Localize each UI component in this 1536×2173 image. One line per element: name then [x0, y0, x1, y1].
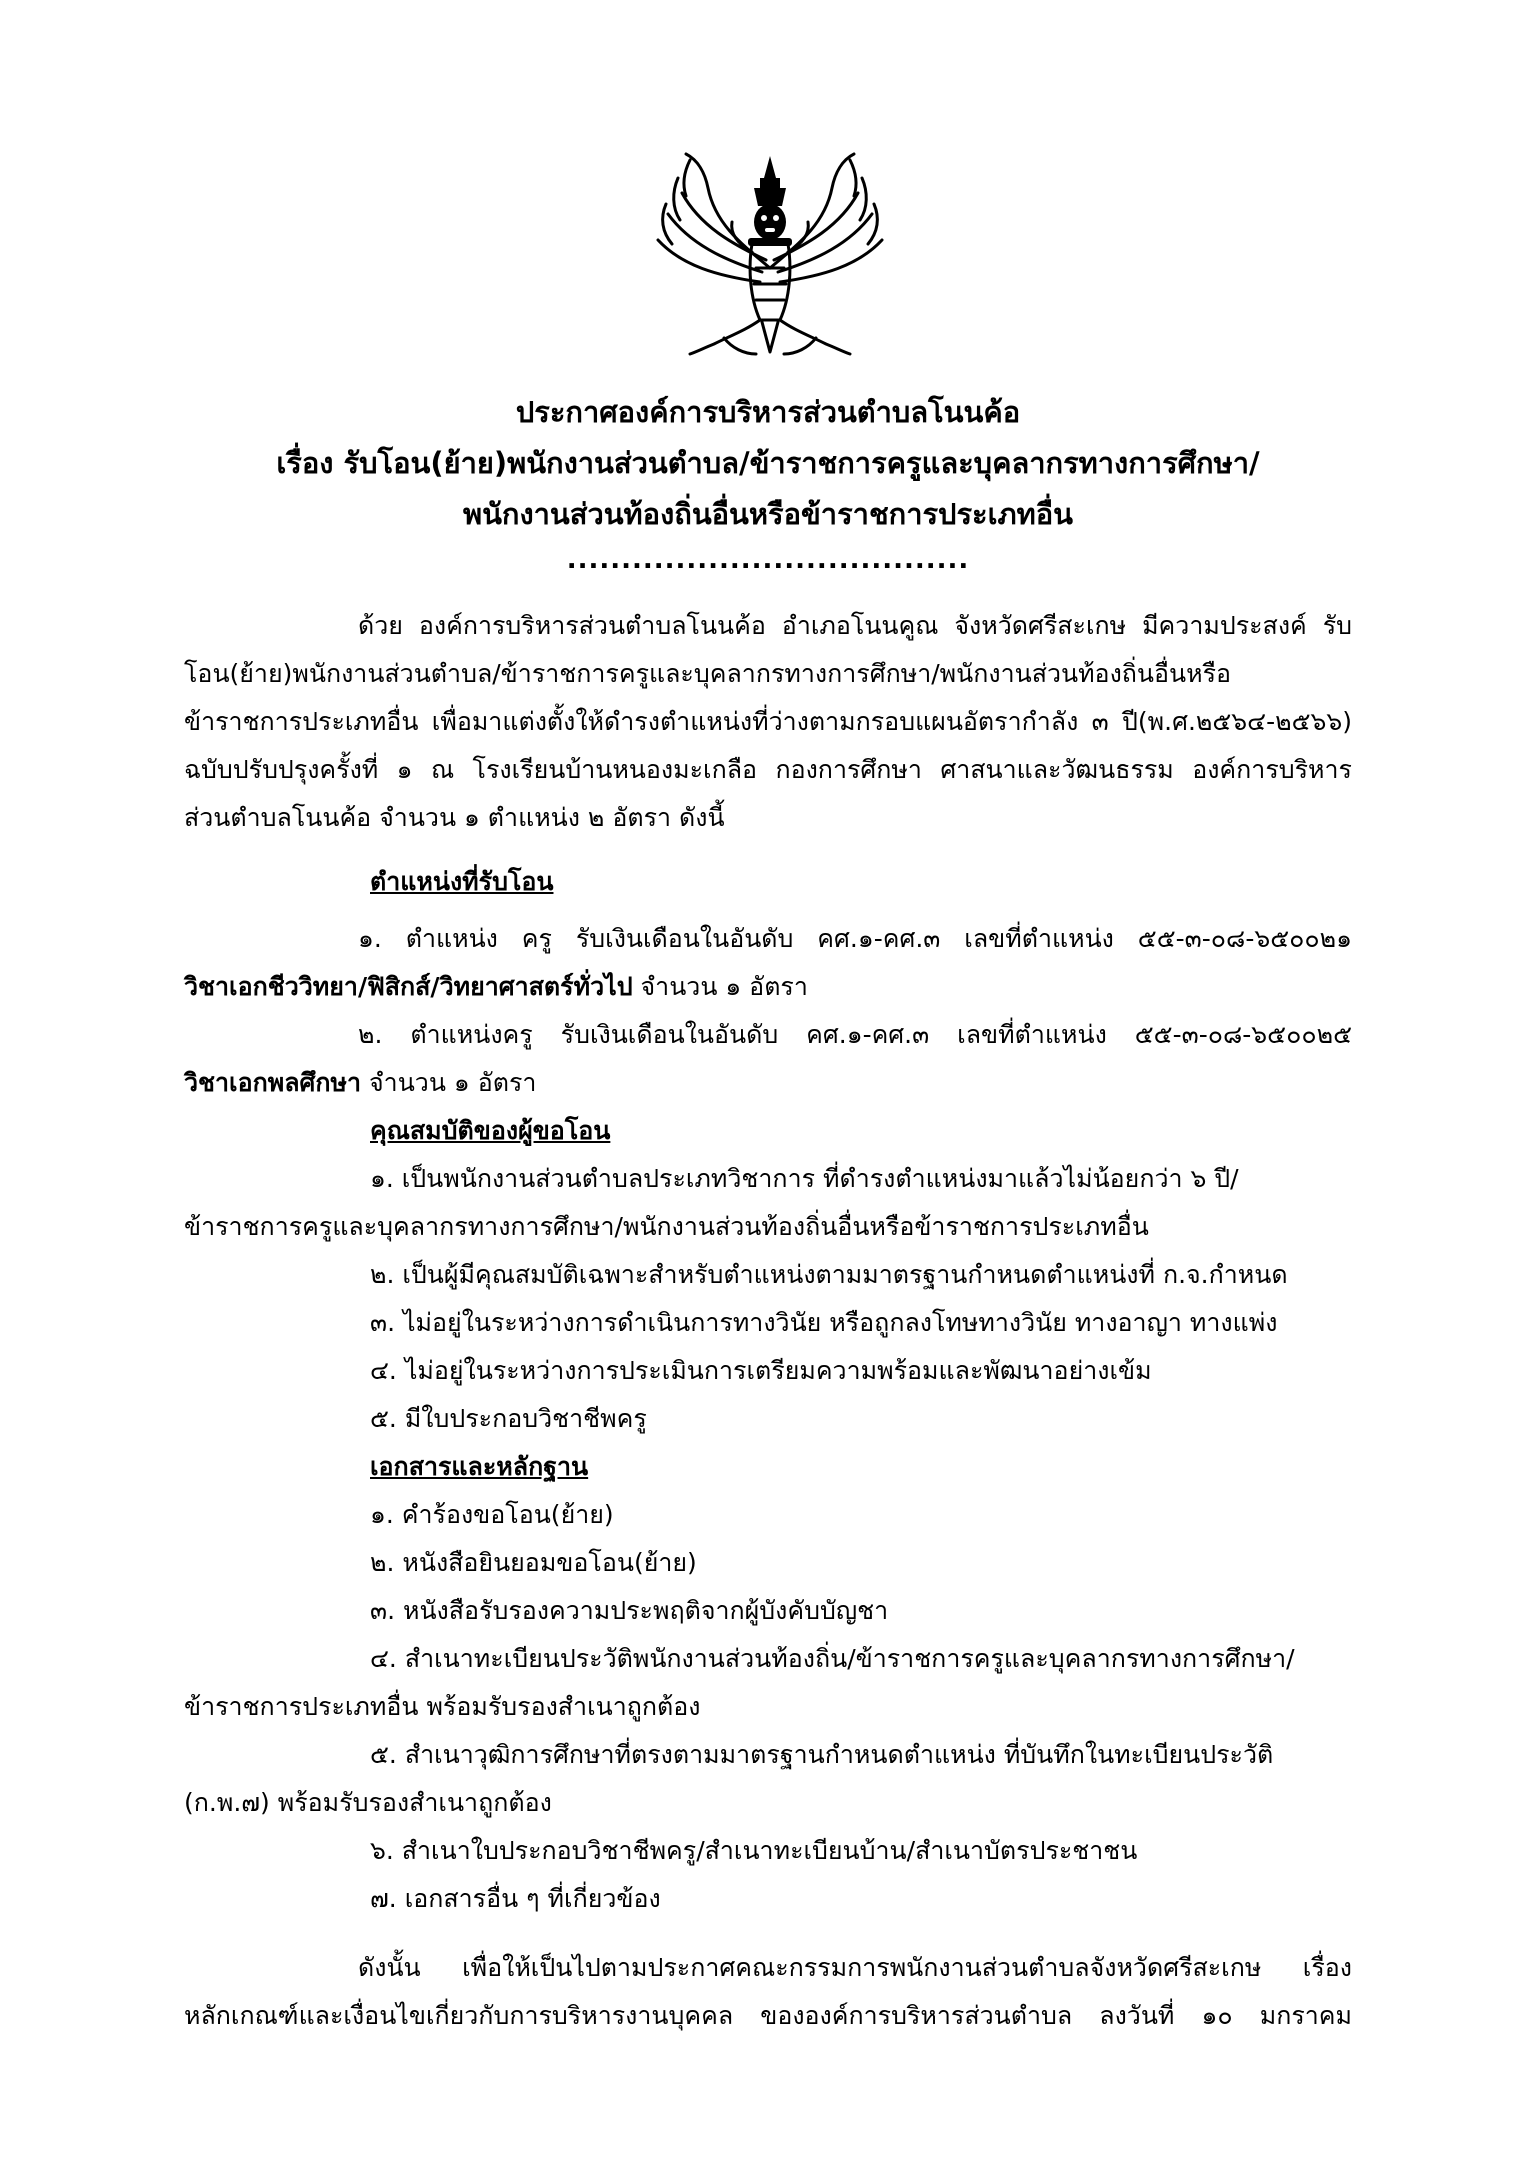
- positions-heading: ตำแหน่งที่รับโอน: [370, 867, 554, 896]
- intro-line-1: ด้วย องค์การบริหารส่วนตำบลโนนค้อ อำเภอโนนคูณ จังหวัดศรีสะเกษ มีความประสงค์ รับ: [358, 611, 1352, 640]
- documents-heading: เอกสารและหลักฐาน: [370, 1452, 589, 1481]
- position-2-line: ๒. ตำแหน่งครู รับเงินเดือนในอันดับ คศ.๑-คศ.๓ เลขที่ตำแหน่ง ๕๕-๓-๐๘-๖๕๐๐๒๕: [358, 1020, 1352, 1049]
- title-separator: .....................................: [566, 545, 970, 575]
- position-1-count: จำนวน ๑ อัตรา: [632, 972, 808, 1001]
- qualification-2: ๒. เป็นผู้มีคุณสมบัติเฉพาะสำหรับตำแหน่งตามมาตรฐานกำหนดตำแหน่งที่ ก.จ.กำหนด: [370, 1260, 1288, 1289]
- garuda-emblem-icon: [620, 148, 920, 358]
- position-1-line: ๑. ตำแหน่ง ครู รับเงินเดือนในอันดับ คศ.๑-คศ.๓ เลขที่ตำแหน่ง ๕๕-๓-๐๘-๖๕๐๐๒๑: [358, 924, 1352, 953]
- position-1-subject: วิชาเอกชีววิทยา/ฟิสิกส์/วิทยาศาสตร์ทั่วไป: [184, 972, 633, 1001]
- document-5-line2: (ก.พ.๗) พร้อมรับรองสำเนาถูกต้อง: [184, 1788, 552, 1817]
- closing-line-2: หลักเกณฑ์และเงื่อนไขเกี่ยวกับการบริหารงานบุคคล ขององค์การบริหารส่วนตำบล ลงวันที่ ๑๐ มกราคม: [184, 2001, 1352, 2030]
- document-2: ๒. หนังสือยินยอมขอโอน(ย้าย): [370, 1548, 697, 1577]
- position-1-subject-line: [184, 974, 808, 999]
- position-2-subject-line: [184, 1070, 536, 1095]
- position-2-count: จำนวน ๑ อัตรา: [361, 1068, 537, 1097]
- qualification-4: ๔. ไม่อยู่ในระหว่างการประเมินการเตรียมความพร้อมและพัฒนาอย่างเข้ม: [370, 1356, 1152, 1385]
- announcement-title: ประกาศองค์การบริหารส่วนตำบลโนนค้อ: [515, 395, 1021, 429]
- intro-line-3: ข้าราชการประเภทอื่น เพื่อมาแต่งตั้งให้ดำรงตำแหน่งที่ว่างตามกรอบแผนอัตรากำลัง ๓ ปี(พ.ศ.๒๕๖๔-๒๕๖๖): [184, 707, 1352, 736]
- document-4-line1: ๔. สำเนาทะเบียนประวัติพนักงานส่วนท้องถิ่น/ข้าราชการครูและบุคลากรทางการศึกษา/: [370, 1644, 1295, 1673]
- intro-line-2: โอน(ย้าย)พนักงานส่วนตำบล/ข้าราชการครูและบุคลากรทางการศึกษา/พนักงานส่วนท้องถิ่นอื่นหรือ: [184, 659, 1232, 688]
- document-7: ๗. เอกสารอื่น ๆ ที่เกี่ยวข้อง: [370, 1884, 661, 1913]
- document-1: ๑. คำร้องขอโอน(ย้าย): [370, 1500, 614, 1529]
- closing-line-1: ดังนั้น เพื่อให้เป็นไปตามประกาศคณะกรรมการพนักงานส่วนตำบลจังหวัดศรีสะเกษ เรื่อง: [358, 1953, 1352, 1982]
- intro-line-4: ฉบับปรับปรุงครั้งที่ ๑ ณ โรงเรียนบ้านหนองมะเกลือ กองการศึกษา ศาสนาและวัฒนธรรม องค์การบริหาร: [184, 755, 1352, 784]
- qualifications-heading: คุณสมบัติของผู้ขอโอน: [370, 1116, 611, 1145]
- qualification-1-line1: ๑. เป็นพนักงานส่วนตำบลประเภทวิชาการ ที่ดำรงตำแหน่งมาแล้วไม่น้อยกว่า ๖ ปี/: [370, 1164, 1239, 1193]
- document-5-line1: ๕. สำเนาวุฒิการศึกษาที่ตรงตามมาตรฐานกำหนดตำแหน่ง ที่บันทึกในทะเบียนประวัติ: [370, 1740, 1274, 1769]
- intro-line-5: ส่วนตำบลโนนค้อ จำนวน ๑ ตำแหน่ง ๒ อัตรา ดังนี้: [184, 803, 725, 832]
- announcement-subject-line2: พนักงานส่วนท้องถิ่นอื่นหรือข้าราชการประเภทอื่น: [462, 497, 1074, 531]
- document-3: ๓. หนังสือรับรองความประพฤติจากผู้บังคับบัญชา: [370, 1596, 889, 1625]
- document-6: ๖. สำเนาใบประกอบวิชาชีพครู/สำเนาทะเบียนบ้าน/สำเนาบัตรประชาชน: [370, 1836, 1138, 1865]
- qualification-3: ๓. ไม่อยู่ในระหว่างการดำเนินการทางวินัย หรือถูกลงโทษทางวินัย ทางอาญา ทางแพ่ง: [370, 1308, 1278, 1337]
- qualification-1-line2: ข้าราชการครูและบุคลากรทางการศึกษา/พนักงานส่วนท้องถิ่นอื่นหรือข้าราชการประเภทอื่น: [184, 1212, 1149, 1241]
- document-4-line2: ข้าราชการประเภทอื่น พร้อมรับรองสำเนาถูกต้อง: [184, 1692, 701, 1721]
- qualification-5: ๕. มีใบประกอบวิชาชีพครู: [370, 1404, 647, 1433]
- announcement-subject-line1: เรื่อง รับโอน(ย้าย)พนักงานส่วนตำบล/ข้าราชการครูและบุคลากรทางการศึกษา/: [276, 446, 1260, 480]
- position-2-subject: วิชาเอกพลศึกษา: [184, 1068, 362, 1097]
